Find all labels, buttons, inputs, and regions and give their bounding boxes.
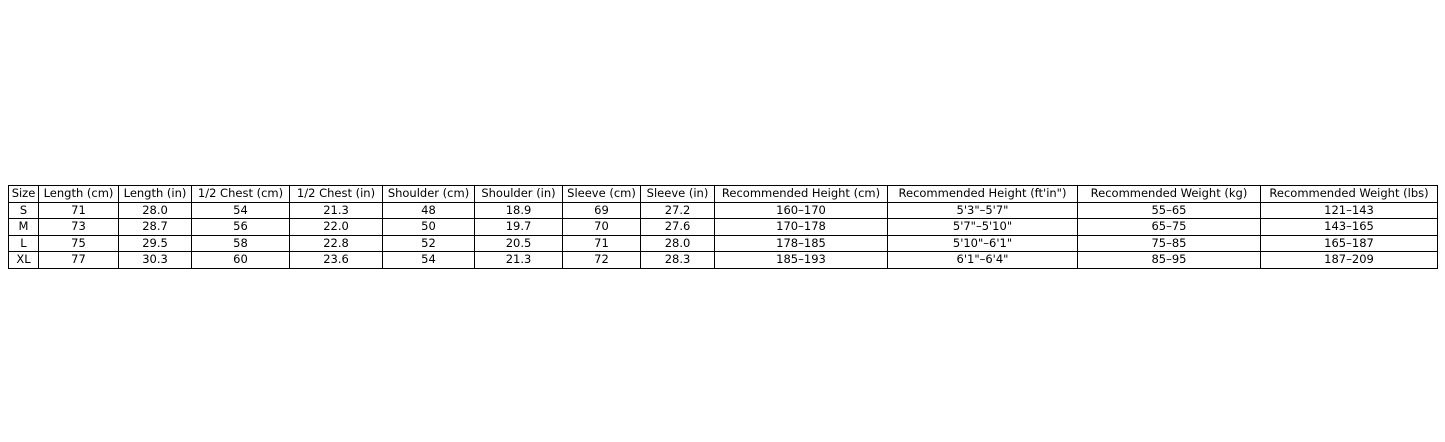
cell-sleeve-cm: 72 <box>563 252 641 269</box>
cell-size: XL <box>9 252 39 269</box>
table-header-row <box>9 186 1438 203</box>
table-header <box>9 186 1438 203</box>
cell-half-chest-cm: 54 <box>192 202 290 219</box>
cell-recommended-weight-kg: 65–75 <box>1078 219 1261 236</box>
cell-shoulder-cm: 48 <box>383 202 475 219</box>
cell-size: L <box>9 235 39 252</box>
cell-sleeve-cm: 71 <box>563 235 641 252</box>
cell-shoulder-in: 19.7 <box>475 219 563 236</box>
cell-recommended-weight-kg: 85–95 <box>1078 252 1261 269</box>
cell-sleeve-in: 28.3 <box>641 252 715 269</box>
cell-recommended-weight-lbs: 187–209 <box>1261 252 1438 269</box>
cell-recommended-height-cm: 178–185 <box>715 235 888 252</box>
column-header-length-cm: Length (cm) <box>39 186 119 203</box>
cell-shoulder-in: 21.3 <box>475 252 563 269</box>
cell-length-cm: 73 <box>39 219 119 236</box>
column-header-size: Size <box>9 186 39 203</box>
cell-half-chest-in: 22.0 <box>290 219 383 236</box>
cell-recommended-weight-kg: 55–65 <box>1078 202 1261 219</box>
cell-recommended-weight-kg: 75–85 <box>1078 235 1261 252</box>
cell-sleeve-cm: 70 <box>563 219 641 236</box>
table-row <box>9 202 1438 219</box>
cell-recommended-height-cm: 170–178 <box>715 219 888 236</box>
column-header-recommended-height-ftin: Recommended Height (ft'in") <box>888 186 1078 203</box>
column-header-half-chest-in: 1/2 Chest (in) <box>290 186 383 203</box>
cell-recommended-weight-lbs: 143–165 <box>1261 219 1438 236</box>
cell-shoulder-in: 18.9 <box>475 202 563 219</box>
cell-shoulder-in: 20.5 <box>475 235 563 252</box>
column-header-half-chest-cm: 1/2 Chest (cm) <box>192 186 290 203</box>
size-chart-container <box>8 185 1437 269</box>
table-row <box>9 219 1438 236</box>
cell-length-cm: 77 <box>39 252 119 269</box>
cell-recommended-height-ftin: 6'1"–6'4" <box>888 252 1078 269</box>
cell-recommended-height-cm: 185–193 <box>715 252 888 269</box>
cell-shoulder-cm: 50 <box>383 219 475 236</box>
table-row <box>9 252 1438 269</box>
cell-half-chest-in: 23.6 <box>290 252 383 269</box>
cell-sleeve-in: 27.6 <box>641 219 715 236</box>
column-header-shoulder-in: Shoulder (in) <box>475 186 563 203</box>
cell-length-cm: 71 <box>39 202 119 219</box>
cell-length-cm: 75 <box>39 235 119 252</box>
cell-length-in: 29.5 <box>119 235 192 252</box>
column-header-recommended-weight-kg: Recommended Weight (kg) <box>1078 186 1261 203</box>
column-header-sleeve-cm: Sleeve (cm) <box>563 186 641 203</box>
cell-shoulder-cm: 52 <box>383 235 475 252</box>
cell-size: M <box>9 219 39 236</box>
cell-sleeve-cm: 69 <box>563 202 641 219</box>
table-row <box>9 235 1438 252</box>
cell-recommended-height-cm: 160–170 <box>715 202 888 219</box>
size-chart-table <box>8 185 1438 269</box>
cell-half-chest-in: 21.3 <box>290 202 383 219</box>
cell-recommended-height-ftin: 5'10"–6'1" <box>888 235 1078 252</box>
cell-half-chest-cm: 60 <box>192 252 290 269</box>
cell-half-chest-cm: 56 <box>192 219 290 236</box>
cell-size: S <box>9 202 39 219</box>
column-header-recommended-height-cm: Recommended Height (cm) <box>715 186 888 203</box>
cell-recommended-weight-lbs: 165–187 <box>1261 235 1438 252</box>
column-header-shoulder-cm: Shoulder (cm) <box>383 186 475 203</box>
cell-recommended-height-ftin: 5'3"–5'7" <box>888 202 1078 219</box>
cell-recommended-height-ftin: 5'7"–5'10" <box>888 219 1078 236</box>
cell-recommended-weight-lbs: 121–143 <box>1261 202 1438 219</box>
cell-length-in: 28.7 <box>119 219 192 236</box>
cell-sleeve-in: 28.0 <box>641 235 715 252</box>
column-header-sleeve-in: Sleeve (in) <box>641 186 715 203</box>
column-header-length-in: Length (in) <box>119 186 192 203</box>
cell-half-chest-in: 22.8 <box>290 235 383 252</box>
cell-half-chest-cm: 58 <box>192 235 290 252</box>
cell-length-in: 28.0 <box>119 202 192 219</box>
cell-shoulder-cm: 54 <box>383 252 475 269</box>
table-body <box>9 202 1438 268</box>
cell-sleeve-in: 27.2 <box>641 202 715 219</box>
cell-length-in: 30.3 <box>119 252 192 269</box>
column-header-recommended-weight-lbs: Recommended Weight (lbs) <box>1261 186 1438 203</box>
